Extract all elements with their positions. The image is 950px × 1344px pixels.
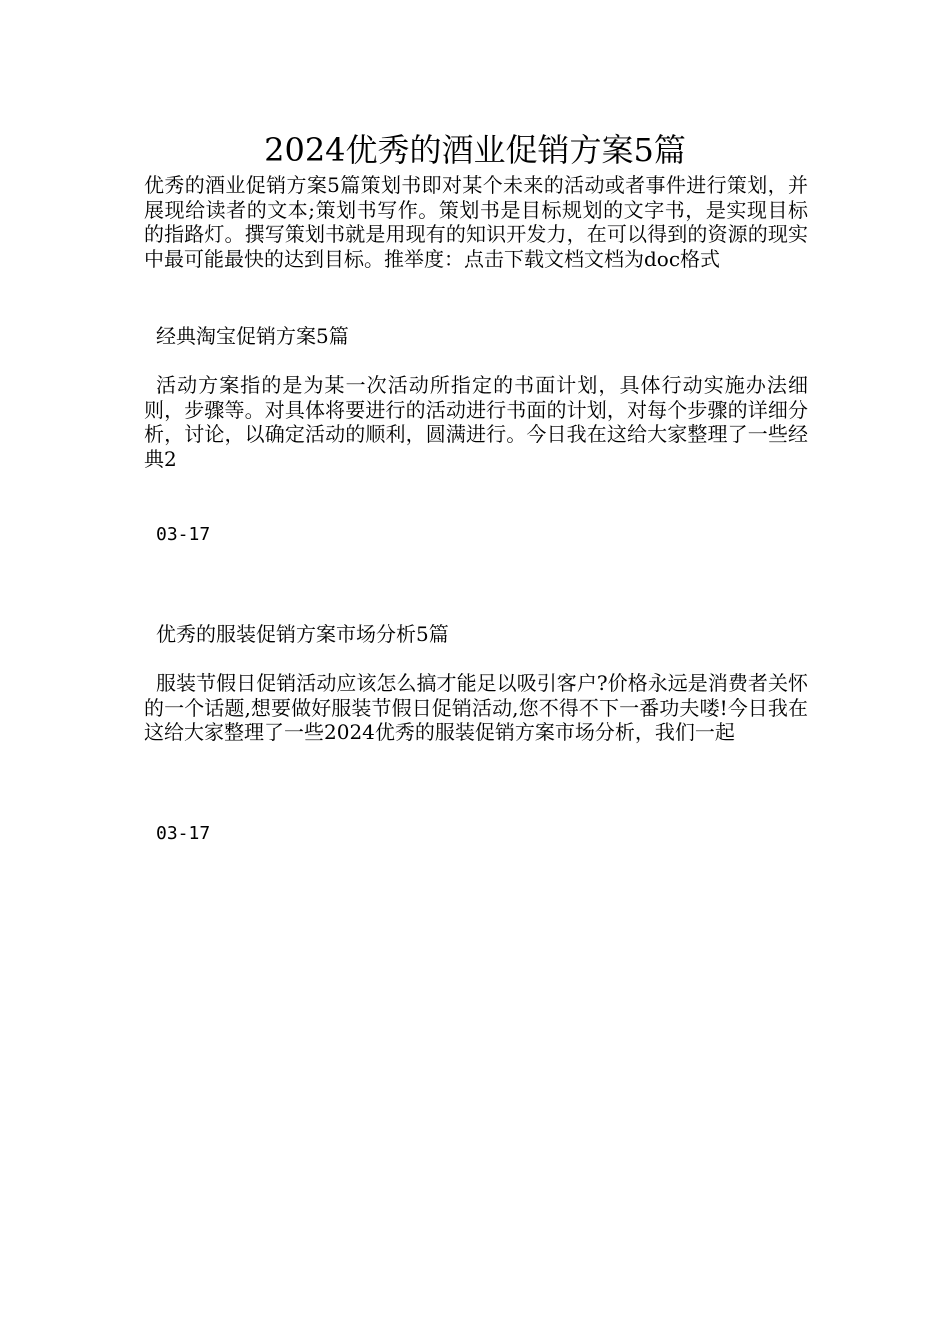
article-title[interactable]: 经典淘宝促销方案5篇 xyxy=(156,324,349,348)
article-title[interactable]: 优秀的服装促销方案市场分析5篇 xyxy=(156,622,449,646)
article-summary: 活动方案指的是为某一次活动所指定的书面计划，具体行动实施办法细则，步骤等。对具体将要进行的活动进行书面的计划，对每个步骤的详细分析，讨论，以确定活动的顺利，圆满进行。今日我在这给大家整理了一些经典2 xyxy=(144,373,808,471)
document-title: 2024优秀的酒业促销方案5篇 xyxy=(264,131,686,169)
document-intro: 优秀的酒业促销方案5篇策划书即对某个未来的活动或者事件进行策划，并展现给读者的文本;策划书写作。策划书是目标规划的文字书，是实现目标的指路灯。撰写策划书就是用现有的知识开发力，在可以得到的资源的现实中最可能最快的达到目标。推举度：点击下载文档文档为doc格式 xyxy=(144,173,808,271)
article-date: 03-17 xyxy=(156,823,211,844)
article-summary: 服装节假日促销活动应该怎么搞才能足以吸引客户?价格永远是消费者关怀的一个话题,想要做好服装节假日促销活动,您不得不下一番功夫喽!今日我在这给大家整理了一些2024优秀的服装促销方案市场分析，我们一起 xyxy=(144,671,808,744)
article-date: 03-17 xyxy=(156,524,211,545)
